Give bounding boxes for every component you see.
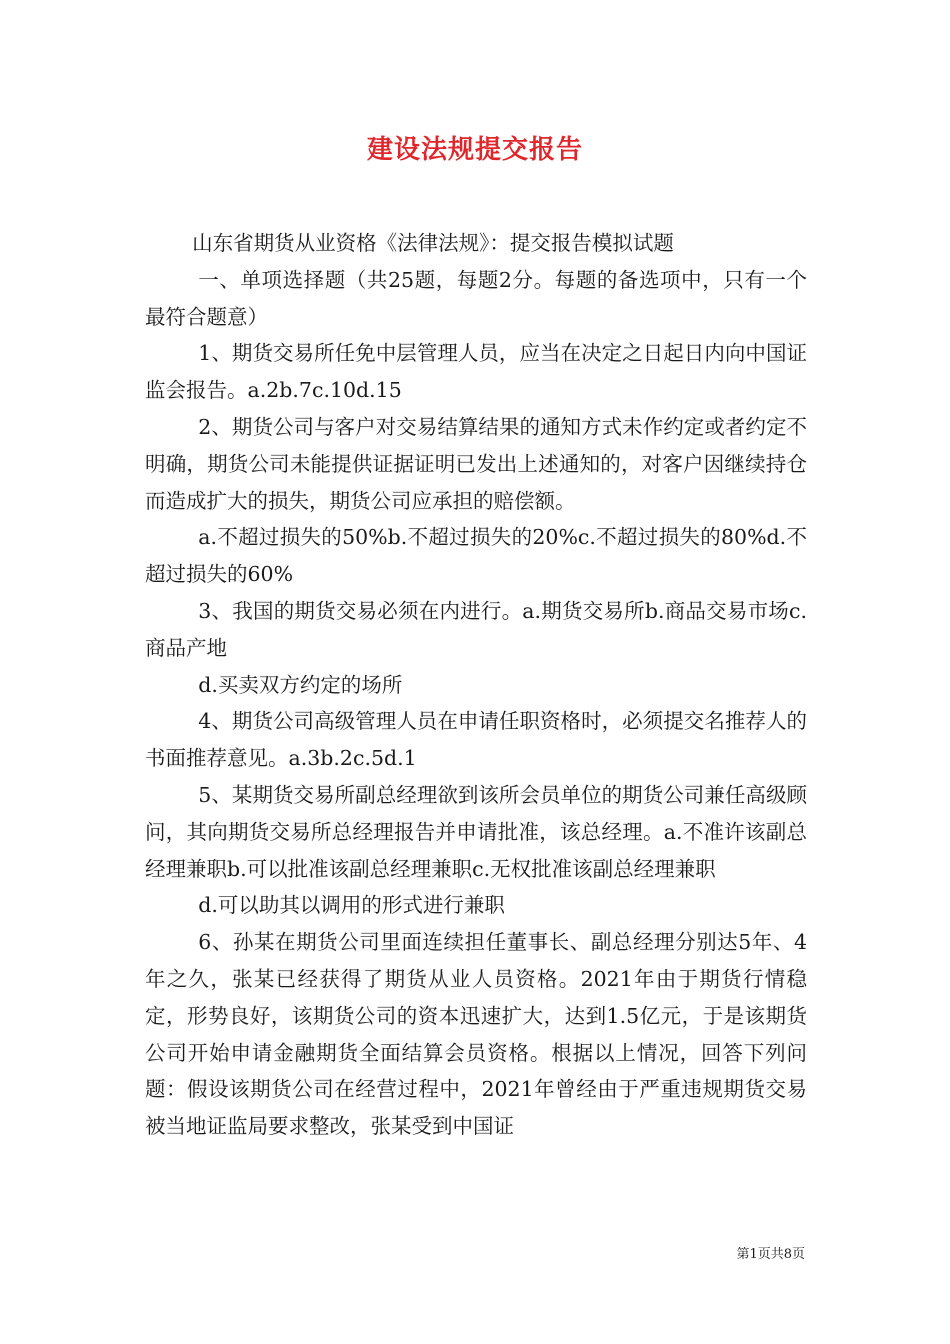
document-body [145,225,807,1145]
document-subtitle: 山东省期货从业资格《法律法规》：提交报告模拟试题 [192,231,674,255]
paragraph: 3、我国的期货交易必须在内进行。a.期货交易所b.商品交易市场c.商品产地 [145,598,807,660]
paragraph: 2、期货公司与客户对交易结算结果的通知方式未作约定或者约定不明确，期货公司未能提供证据证明已发出上述通知的，对客户因继续持仓而造成扩大的损失，期货公司应承担的赔偿额。 [145,414,807,513]
page-number: 第1页共8页 [736,1247,805,1262]
paragraph: 5、某期货交易所副总经理欲到该所会员单位的期货公司兼任高级顾问，其向期货交易所总经理报告并申请批准，该总经理。a.不准许该副总经理兼职b.可以批准该副总经理兼职c.无权批准该副总经理兼职 [145,782,807,881]
paragraph: 4、期货公司高级管理人员在申请任职资格时，必须提交名推荐人的书面推荐意见。a.3b.2c.5d.1 [145,709,807,771]
paragraph: a.不超过损失的50%b.不超过损失的20%c.不超过损失的80%d.不超过损失的60% [145,525,807,587]
paragraph: d.可以助其以调用的形式进行兼职 [198,893,505,918]
paragraph: 1、期货交易所任免中层管理人员，应当在决定之日起日内向中国证监会报告。a.2b.7c.10d.15 [145,341,807,403]
paragraph: d.买卖双方约定的场所 [198,672,403,697]
document-title: 建设法规提交报告 [366,135,583,165]
paragraph: 6、孙某在期货公司里面连续担任董事长、副总经理分别达5年、4年之久，张某已经获得了期货从业人员资格。2021年由于期货行情稳定，形势良好，该期货公司的资本迅速扩大，达到1.5亿元，于是该期货公司开始申请金融期货全面结算会员资格。根据以上情况，回答下列问题：假设该期货公司在经营过程中，2021年曾经由于严重违规期货交易被当地证监局要求整改，张某受到中国证 [145,930,807,1139]
paragraph: 一、单项选择题（共25题，每题2分。每题的备选项中，只有一个最符合题意） [145,267,807,329]
